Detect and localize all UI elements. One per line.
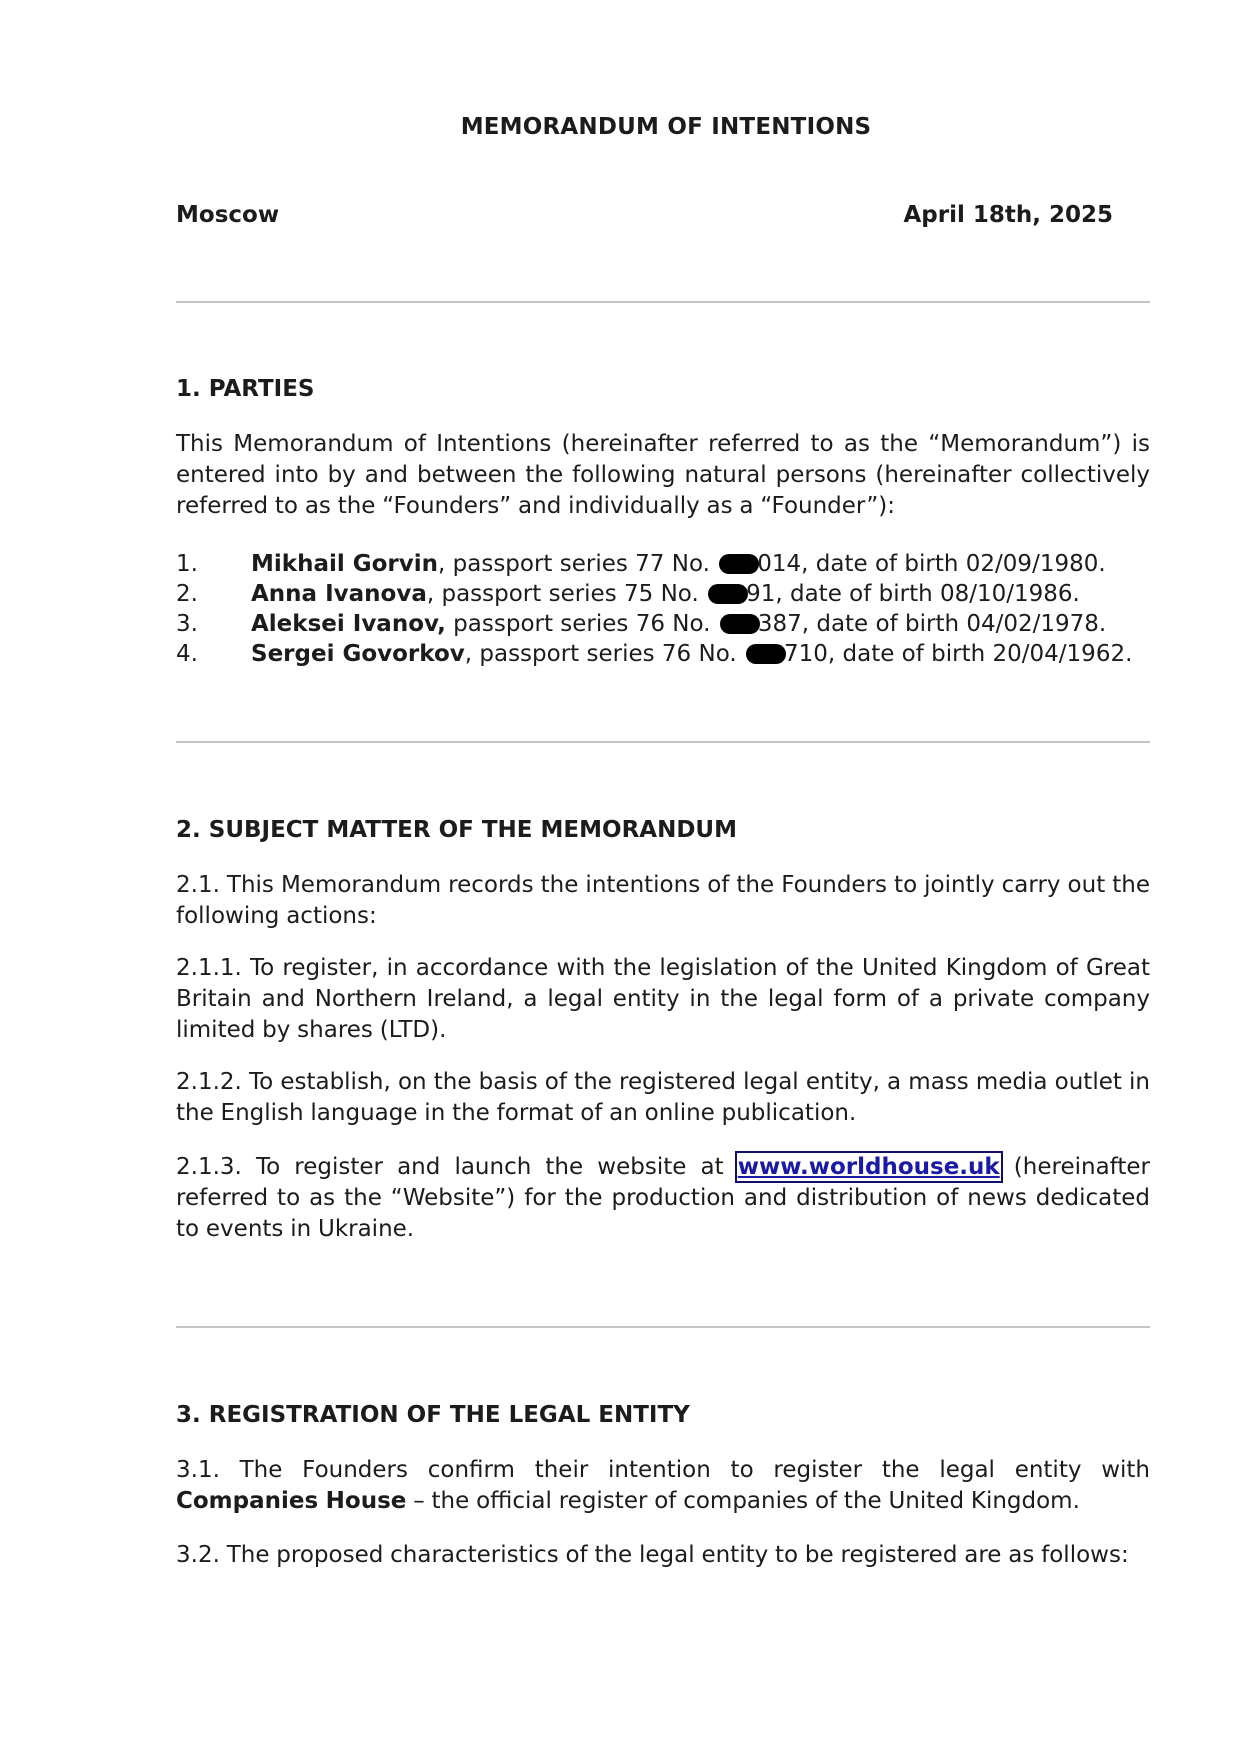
party-name: Aleksei Ivanov, <box>251 611 446 637</box>
website-link[interactable]: www.worldhouse.uk <box>737 1154 1000 1180</box>
companies-house-bold: Companies House <box>176 1488 407 1514</box>
list-item-number: 1. <box>176 551 198 577</box>
document-title: MEMORANDUM OF INTENTIONS <box>460 114 872 140</box>
party-name: Anna Ivanova <box>251 581 427 607</box>
paragraph-3-1 <box>176 1455 1150 1517</box>
paragraph-3-2: 3.2. The proposed characteristics of the legal entity to be registered are as follows: <box>176 1542 1129 1568</box>
party-name: Sergei Govorkov <box>251 641 465 667</box>
parties-list <box>176 549 1156 669</box>
paragraph-2-1-3 <box>176 1152 1150 1245</box>
paragraph-3-1-text-end: – the official register of companies of the United Kingdom. <box>406 1488 1080 1514</box>
section-heading-parties: 1. PARTIES <box>176 376 315 402</box>
list-item <box>176 579 1156 609</box>
party-passport-tail: 91 <box>746 581 776 607</box>
section-heading-subject-matter: 2. SUBJECT MATTER OF THE MEMORANDUM <box>176 817 737 843</box>
paragraph-2-1-3-text: 2.1.3. To register and launch the website at <box>176 1154 738 1180</box>
section-divider <box>176 1326 1150 1328</box>
party-passport-tail: 387 <box>757 611 802 637</box>
party-passport-series: , passport series 77 No. <box>438 551 718 577</box>
party-passport-series: , passport series 75 No. <box>426 581 707 607</box>
paragraph-2-1: 2.1. This Memorandum records the intentions of the Founders to jointly carry out the following actions: <box>176 872 1150 929</box>
party-date-of-birth: , date of birth 20/04/1962. <box>827 641 1133 667</box>
paragraph-2-1-3-text-end: (hereinafter referred to as the “Website”) for the production and distribution of news dedicated to events in Ukraine. <box>176 1154 1150 1242</box>
paragraph-2-1-2: 2.1.2. To establish, on the basis of the registered legal entity, a mass media outlet in the English language in the format of an online publication. <box>176 1069 1150 1126</box>
redaction-mark <box>720 614 760 634</box>
section-divider <box>176 301 1150 303</box>
list-item-number: 4. <box>176 641 198 667</box>
party-passport-series: passport series 76 No. <box>445 611 718 637</box>
party-name: Mikhail Gorvin <box>251 551 439 577</box>
party-passport-tail: 014 <box>757 551 802 577</box>
parties-intro-paragraph: This Memorandum of Intentions (hereinafter referred to as the “Memorandum”) is entered into by and between the following natural persons (hereinafter collectively referred to as the “Founders” and individually as a “Founder”): <box>176 431 1150 519</box>
redaction-mark <box>708 584 748 604</box>
party-passport-series: , passport series 76 No. <box>464 641 744 667</box>
document-place: Moscow <box>176 202 280 228</box>
paragraph-3-1-text: 3.1. The Founders confirm their intention to register the legal entity with <box>176 1457 1150 1483</box>
list-item <box>176 609 1156 639</box>
list-item-number: 2. <box>176 581 198 607</box>
redaction-mark <box>746 644 786 664</box>
document-date: April 18th, 2025 <box>903 202 1113 228</box>
list-item <box>176 639 1156 669</box>
section-divider <box>176 741 1150 743</box>
party-date-of-birth: , date of birth 04/02/1978. <box>801 611 1107 637</box>
party-passport-tail: 710 <box>783 641 828 667</box>
redaction-mark <box>719 554 759 574</box>
party-date-of-birth: , date of birth 08/10/1986. <box>775 581 1080 607</box>
party-date-of-birth: , date of birth 02/09/1980. <box>801 551 1106 577</box>
section-heading-registration: 3. REGISTRATION OF THE LEGAL ENTITY <box>176 1402 690 1428</box>
list-item-number: 3. <box>176 611 198 637</box>
list-item <box>176 549 1156 579</box>
paragraph-2-1-1: 2.1.1. To register, in accordance with the legislation of the United Kingdom of Great Britain and Northern Ireland, a legal entity in the legal form of a private company limited by shares (LTD). <box>176 955 1150 1043</box>
